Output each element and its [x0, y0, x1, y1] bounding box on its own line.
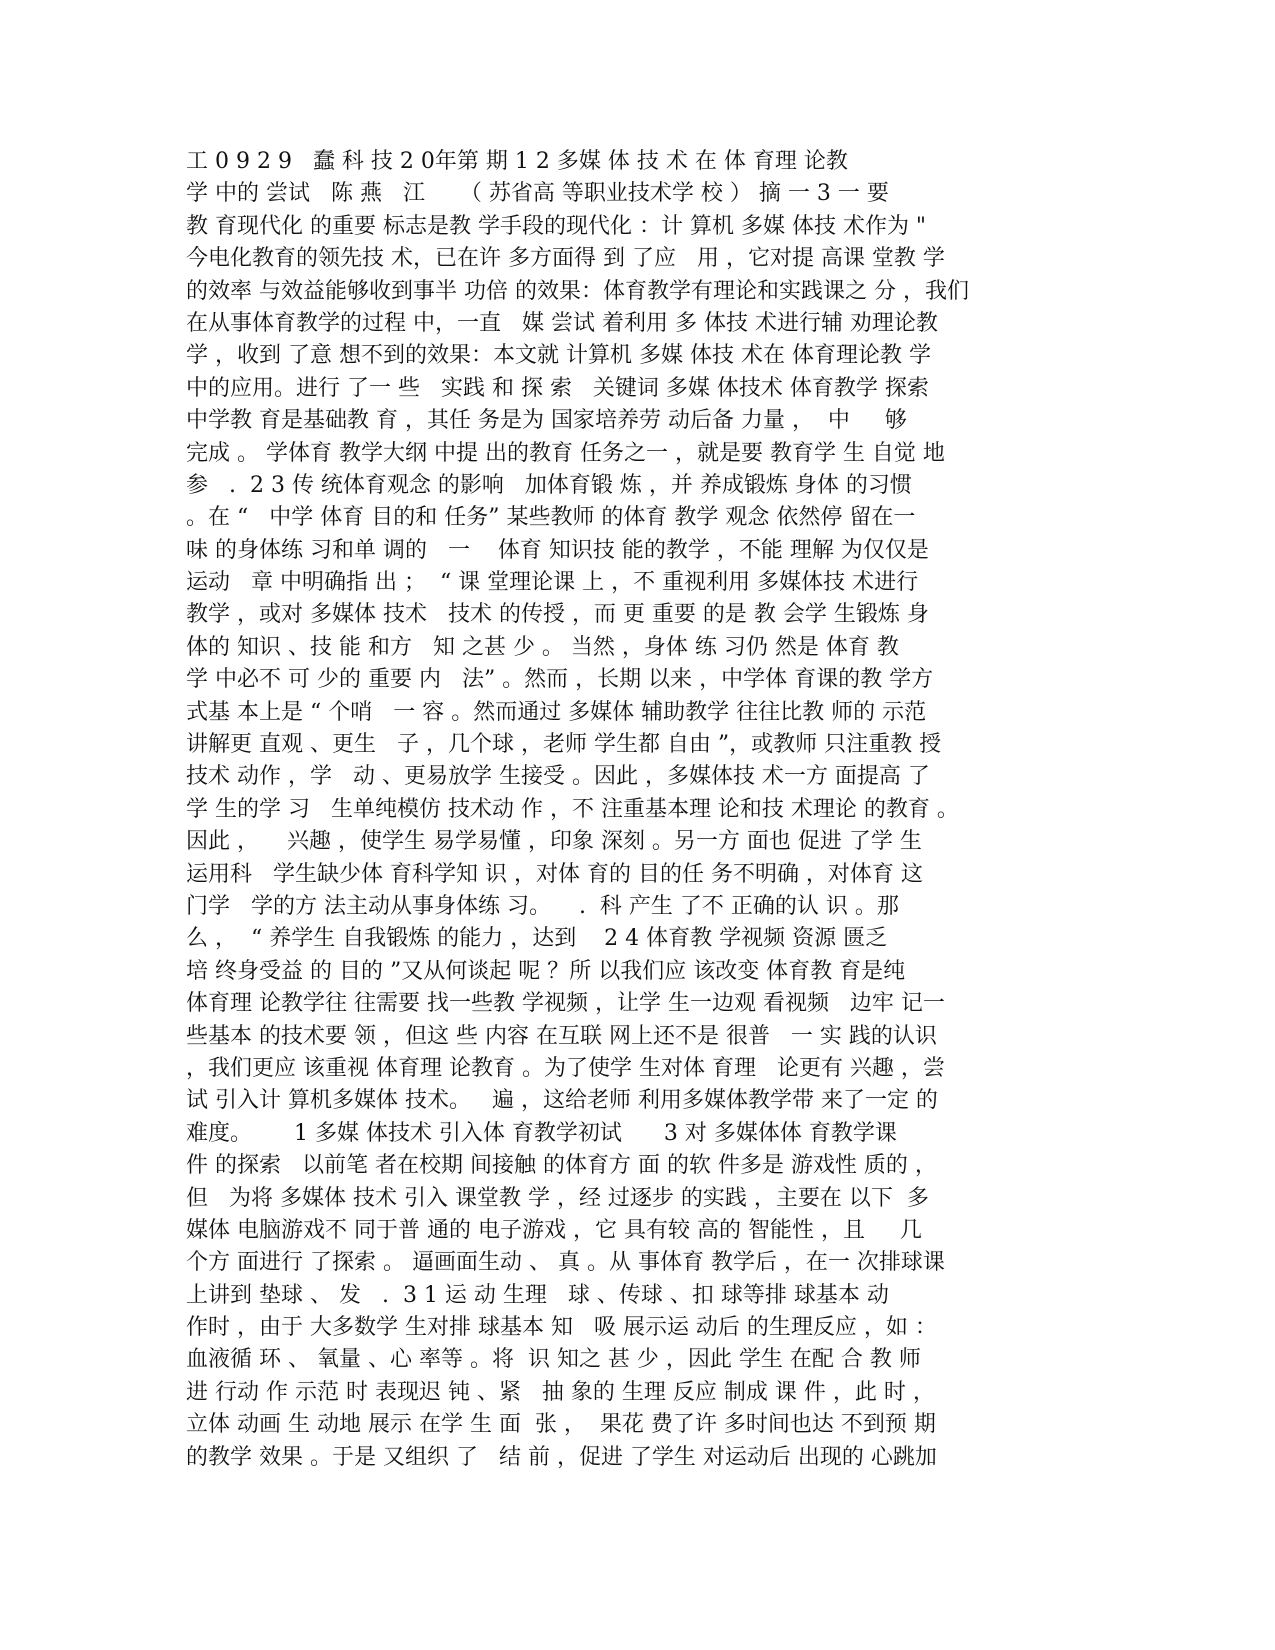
text-line: 些基本 的技术要 领 ，但这 些 内容 在互联 网上还不是 很普 一 实 践的认识 [186, 1023, 937, 1049]
text-line: 完成 。 学体育 教学大纲 中提 出的教育 任务之一 ，就是要 教育学 生 自觉 地 [186, 440, 945, 466]
text-line: 难度。 1 多媒 体技术 引入体 育教学初试 3 对 多媒体体 育教学课 [186, 1120, 897, 1146]
text-line: 立体 动画 生 动地 展示 在学 生 面 张 ， 果花 费了许 多时间也达 不到预 期 [186, 1412, 936, 1438]
text-line: 今电化教育的领先技 术，已在许 多方面得 到 了应 用 ，它对提 高课 堂教 学 [186, 246, 945, 272]
text-line: 件 的探索 以前笔 者在校期 间接触 的体育方 面 的软 件多是 游戏性 质的 ， [186, 1153, 937, 1179]
text-line: 进 行动 作 示范 时 表现迟 钝 、紧 抽 象的 生理 反应 制成 课 件 ，此 时 ， [186, 1379, 935, 1405]
text-line: 中的应用。进行 了一 些 实践 和 探 索 关键词 多媒 体技术 体育教学 探索 [186, 375, 929, 401]
text-line: 试 引入计 算机多媒体 技术。 遍 ，这给老师 利用多媒体教学带 来了一定 的 [186, 1088, 938, 1114]
text-line: 培 终身受益 的 目的 ”又从何谈起 呢 ？所 以我们应 该改变 体育教 育是纯 [186, 958, 906, 984]
text-line: 运动 章 中明确指 出 ； “ 课 堂理论课 上 ，不 重视利用 多媒体技 术进行 [186, 570, 919, 596]
text-line: 的教学 效果 。于是 又组织 了 结 前 ，促进 了学生 对运动后 出现的 心跳加 [186, 1444, 937, 1470]
text-line: 讲解更 直观 、更生 子 ，几个球 ，老师 学生都 自由 ”，或教师 只注重教 授 [186, 732, 942, 758]
text-line: 中学教 育是基础教 育 ，其任 务是为 国家培养劳 动后备 力量 ， 中 够 [186, 408, 907, 434]
text-line: 式基 本上是 “ 个哨 一 容 。然而通过 多媒体 辅助教学 往往比教 师的 示范 [186, 699, 927, 725]
text-line: 的效率 与效益能够收到事半 功倍 的效果：体育教学有理论和实践课之 分 ，我们 [186, 278, 969, 304]
text-line: 工 0 9 2 9 蠢 科 技 2 0年第 期 1 2 多媒 体 技 术 在 体 育理 论教 [186, 149, 848, 174]
text-line: 学 中必不 可 少的 重要 内 法” 。然而 ，长期 以来 ，中学体 育课的教 学方 [186, 667, 934, 693]
text-line: 个方 面进行 了探索 。 逼画面生动 、 真 。从 事体育 教学后 ，在一 次排球课 [186, 1250, 945, 1276]
text-line: 体育理 论教学往 往需要 找一些教 学视频 ，让学 生一边观 看视频 边牢 记一 [186, 991, 945, 1017]
text-line: 教学 ，或对 多媒体 技术 技术 的传授 ，而 更 重要 的是 教 会学 生锻炼 身 [186, 602, 929, 628]
text-line: 门学 学的方 法主动从事身体练 习。 . 科 产生 了不 正确的认 识 。那 [186, 893, 899, 919]
text-line: 上讲到 垫球 、 发 . 3 1 运 动 生理 球 、传球 、扣 球等排 球基本 动 [186, 1282, 889, 1308]
text-line: 么 ， “ 养学生 自我锻炼 的能力 ，达到 2 4 体育教 学视频 资源 匮乏 [186, 926, 888, 952]
text-line: 但 为将 多媒体 技术 引入 课堂教 学 ，经 过逐步 的实践 ，主要在 以下 多 [186, 1185, 929, 1211]
text-line: ，我们更应 该重视 体育理 论教育 。为了使学 生对体 育理 论更有 兴趣 ，尝 [186, 1055, 945, 1081]
text-line: 媒体 电脑游戏不 同于普 通的 电子游戏 ，它 具有较 高的 智能性 ，且 几 [186, 1217, 922, 1243]
text-line: 学 ，收到 了意 想不到的效果：本文就 计算机 多媒 体技 术在 体育理论教 学 [186, 343, 931, 369]
text-line: 学 生的学 习 生单纯模仿 技术动 作 ，不 注重基本理 论和技 术理论 的教育 。 [186, 796, 959, 822]
text-line: 学 中的 尝试 陈 燕 江 （ 苏省高 等职业技术学 校 ） 摘 一 3 一 要 [186, 181, 889, 207]
text-line: 血液循 环 、 氧量 、心 率等 。将 识 知之 甚 少 ，因此 学生 在配 合 教 师 [186, 1347, 921, 1373]
body-text [186, 146, 1106, 1474]
text-line: 体的 知识 、技 能 和方 知 之甚 少 。 当然 ，身体 练 习仍 然是 体育 教 [186, 634, 899, 660]
text-line: 味 的身体练 习和单 调的 一 体育 知识技 能的教学 ，不能 理解 为仅仅是 [186, 537, 929, 563]
text-line: 因此 ， 兴趣 ，使学生 易学易懂 ，印象 深刻 。另一方 面也 促进 了学 生 [186, 829, 922, 855]
text-line: 技术 动作 ，学 动 、更易放学 生接受 。因此 ，多媒体技 术一方 面提高 了 [186, 764, 930, 790]
text-line: 参 . 2 3 传 统体育观念 的影响 加体育锻 炼 ，并 养成锻炼 身体 的习惯 [186, 472, 912, 498]
text-line: 教 育现代化 的重要 标志是教 学手段的现代化 ：计 算机 多媒 体技 术作为 " [186, 213, 927, 239]
text-line: 在从事体育教学的过程 中，一直 媒 尝试 着利用 多 体技 术进行辅 劝理论教 [186, 310, 938, 336]
text-line: 运用科 学生缺少体 育科学知 识 ，对体 育的 目的任 务不明确 ，对体育 这 [186, 861, 923, 887]
text-line: 作时 ，由于 大多数学 生对排 球基本 知 吸 展示运 动后 的生理反应 ，如 ： [186, 1315, 937, 1341]
text-line: 。在 “ 中学 体育 目的和 任务” 某些教师 的体育 教学 观念 依然停 留在一 [186, 505, 916, 531]
